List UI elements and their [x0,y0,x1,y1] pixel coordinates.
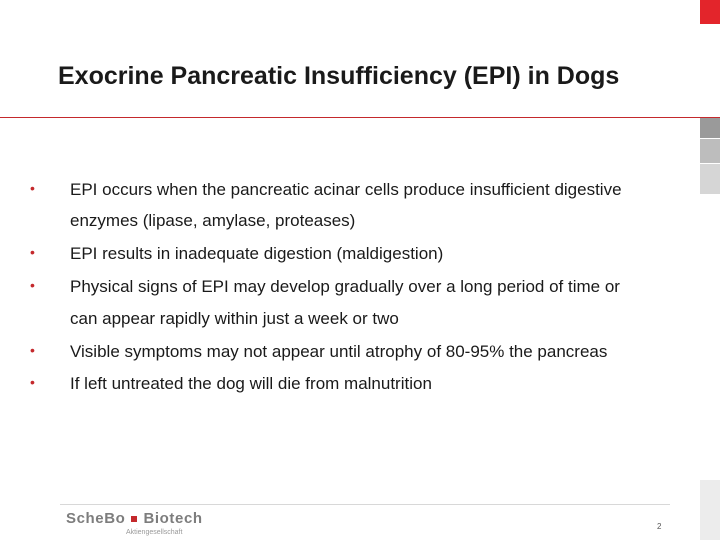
page-number: 2 [657,522,662,531]
bullet-text: Physical signs of EPI may develop gradually over a long period of time or [70,277,620,296]
bullet-marker: • [30,374,35,390]
logo-dot-icon [131,516,137,522]
title-divider [0,117,720,118]
logo-subtitle: Aktiengesellschaft [126,529,183,536]
bullet-text: EPI occurs when the pancreatic acinar cells produce insufficient digestive [70,180,622,199]
bullet-text: If left untreated the dog will die from malnutrition [70,374,432,393]
side-decor-block [700,118,720,138]
bullet-marker: • [30,180,35,196]
logo-text: Biotech [143,510,203,527]
bullet-text: enzymes (lipase, amylase, proteases) [70,211,356,230]
side-decor-block [700,139,720,163]
bullet-marker: • [30,277,35,293]
bullet-marker: • [30,342,35,358]
bullet-marker: • [30,244,35,260]
footer-divider [60,504,670,505]
bullet-text: can appear rapidly within just a week or two [70,309,399,328]
bullet-text: EPI results in inadequate digestion (maldigestion) [70,244,444,263]
slide-title: Exocrine Pancreatic Insufficiency (EPI) in Dogs [58,62,620,90]
side-decor-block [700,480,720,540]
corner-accent-square [700,0,720,24]
logo-text: ScheBo [66,510,126,527]
side-decor-block [700,164,720,194]
bullet-text: Visible symptoms may not appear until atrophy of 80-95% the pancreas [70,342,608,361]
company-logo [66,510,203,527]
